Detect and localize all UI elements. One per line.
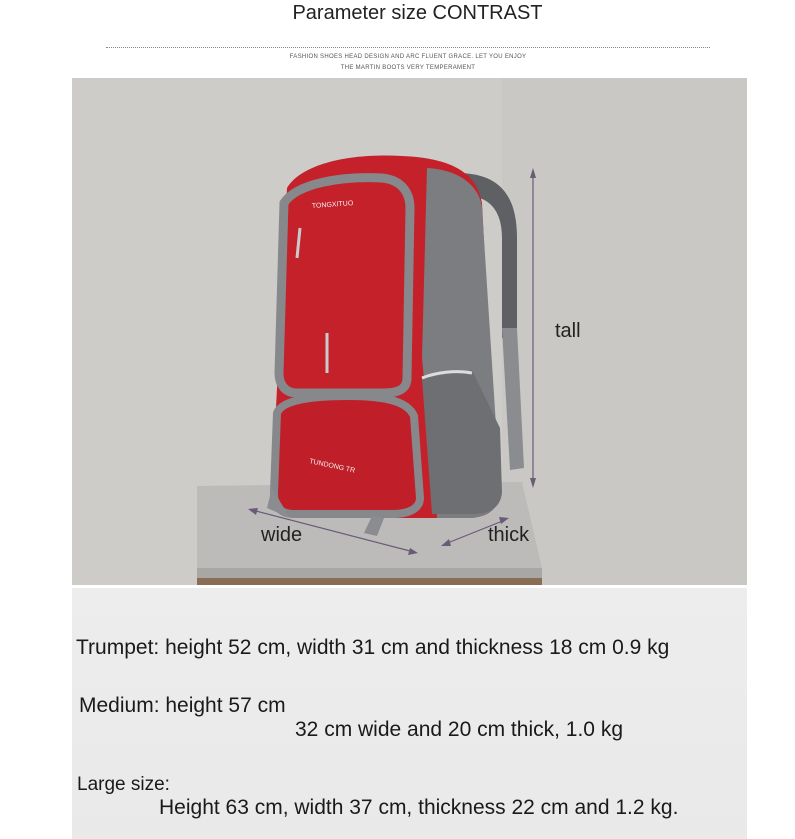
size-large-line-2: Height 63 cm, width 37 cm, thickness 22 cm and 1.2 kg. [159, 796, 679, 819]
size-large-heading: Large size: [77, 774, 170, 795]
brand-text-bottom: TUNDONG TR [308, 458, 356, 475]
size-medium-line-2: 32 cm wide and 20 cm thick, 1.0 kg [295, 718, 623, 741]
size-info-panel [72, 588, 747, 839]
brand-text-top: TONGXITUO [311, 200, 354, 210]
label-wide: wide [261, 524, 303, 546]
page-title: Parameter size CONTRAST [292, 2, 543, 24]
size-medium-line-1: Medium: height 57 cm [79, 694, 286, 717]
label-thick: thick [488, 524, 530, 546]
product-photo [72, 78, 747, 585]
lower-front-pocket [274, 396, 420, 514]
dotted-divider [106, 47, 710, 48]
label-tall: tall [555, 320, 581, 342]
backpack-illustration [72, 78, 747, 585]
tagline-line-1: FASHION SHOES HEAD DESIGN AND ARC FLUENT GRACE. LET YOU ENJOY [289, 54, 527, 60]
size-trumpet: Trumpet: height 52 cm, width 31 cm and thickness 18 cm 0.9 kg [76, 636, 670, 659]
tagline-line-2: THE MARTIN BOOTS VERY TEMPERAMENT [340, 65, 476, 71]
